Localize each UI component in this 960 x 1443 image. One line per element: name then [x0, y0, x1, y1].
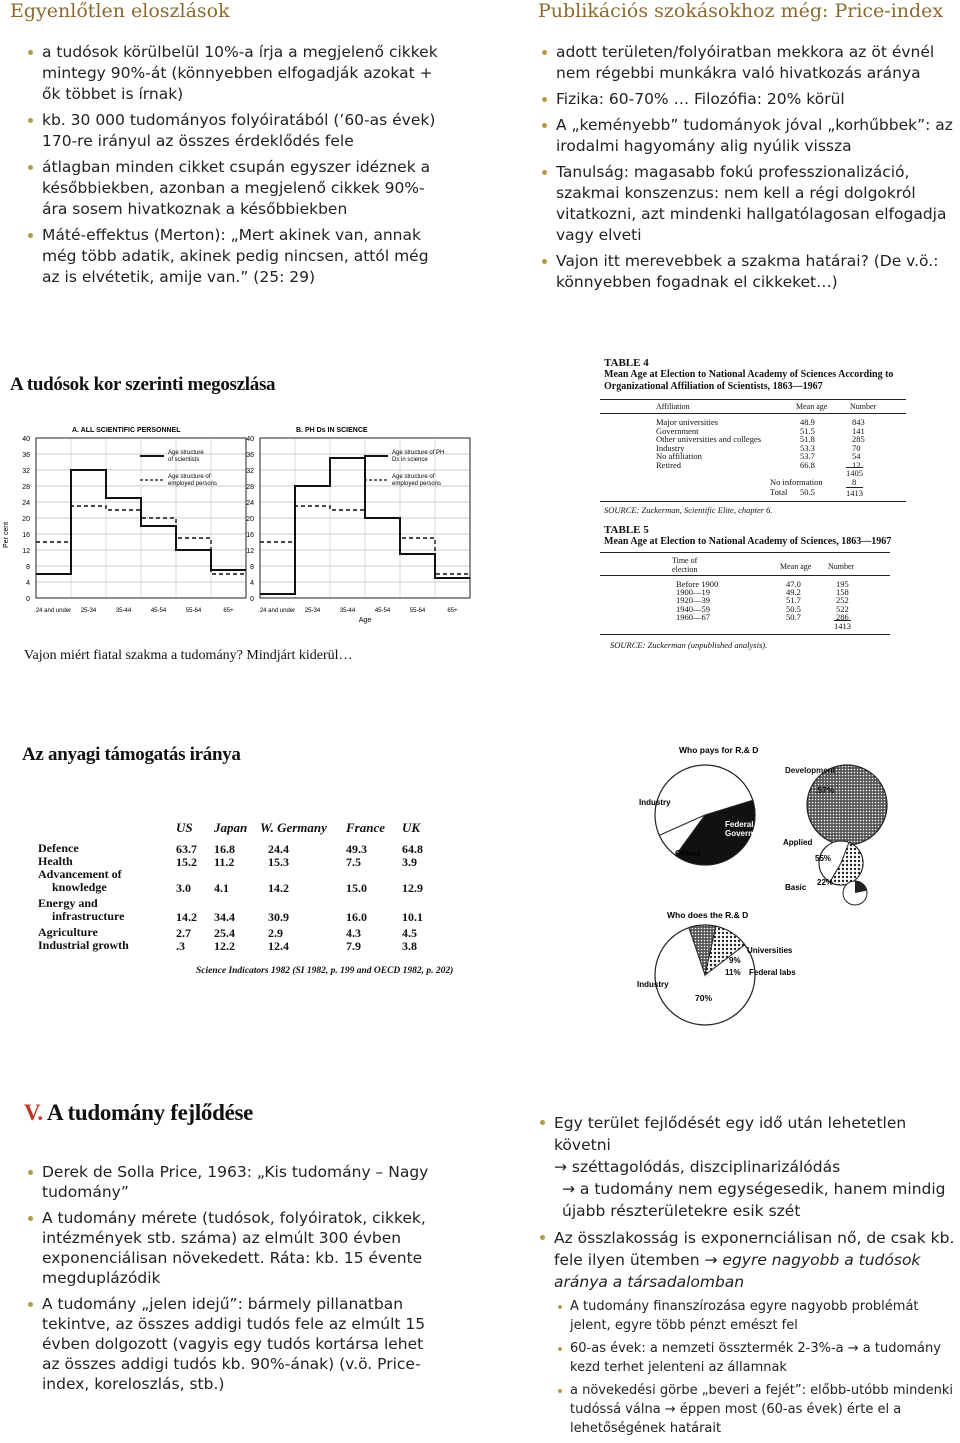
pie-label: Federal labs — [749, 968, 796, 977]
x-tick-label: 55-64 — [185, 608, 202, 614]
cell-value: 25.4 — [214, 926, 235, 940]
slide-title: Egyenlőtlen eloszlások — [10, 0, 230, 22]
legend-label: Age structure — [168, 450, 204, 456]
cell-value: 10.1 — [402, 910, 423, 924]
cell-value: 12 — [852, 459, 861, 470]
cell-value: .3 — [176, 939, 185, 953]
cell-value: 49.3 — [346, 842, 367, 856]
total-label: Total — [770, 487, 788, 497]
cell-value: 12.4 — [268, 939, 289, 953]
bullet-list — [538, 1112, 958, 1443]
row-label: Government — [656, 425, 699, 436]
row-label: Major universities — [656, 417, 719, 427]
cell-value: 51.8 — [800, 434, 815, 444]
cell-value: 158 — [836, 587, 849, 598]
y-tick-label: 16 — [246, 532, 254, 539]
cell-value: 15.0 — [346, 881, 367, 895]
cell-value: 4.5 — [402, 926, 417, 940]
legend-label: employed persons — [168, 481, 218, 487]
country-header: W. Germany — [260, 820, 327, 835]
cell-value: 47.0 — [786, 579, 801, 589]
line: Egy terület fejlődését egy idő után lehetetlen követni — [554, 1114, 907, 1154]
bullet-item: A „keményebb” tudományok jóval „korhűbbek”: az irodalmi hagyomány alig nyúlik vissza — [540, 115, 960, 157]
country-header: France — [346, 820, 385, 835]
slide-unequal-distributions — [0, 0, 470, 310]
y-tick-label: 0 — [250, 596, 254, 603]
sub-list — [554, 1297, 958, 1438]
y-tick-label: 12 — [246, 548, 254, 555]
cell-value: 14.2 — [176, 910, 197, 924]
slide-title: Publikációs szokásokhoz még: Price-index — [538, 0, 944, 22]
row-label: infrastructure — [52, 909, 125, 923]
no-info-value: 8 — [852, 477, 857, 487]
caption: Vajon miért fiatal szakma a tudomány? Mindjárt kiderül… — [24, 648, 353, 663]
row-label: Retired — [656, 459, 682, 470]
no-info-label: No information — [770, 477, 823, 487]
section-heading: Az anyagi támogatás iránya — [22, 744, 241, 765]
country-header: US — [176, 820, 193, 835]
row-label: Other universities and colleges — [656, 434, 762, 444]
pie-label: Development — [785, 766, 836, 775]
y-tick-label: 8 — [26, 564, 30, 571]
legend-label: Ds in science — [392, 457, 428, 463]
legend-label: Age structure of — [392, 474, 435, 480]
cell-value: 522 — [836, 603, 849, 614]
bullet-item: Máté-effektus (Merton): „Mert akinek van, annak még több adatik, akinek pedig nincsen, attól még az is elvétetik, amije van.” (25: 29) — [26, 225, 446, 288]
pie-label: Others — [675, 849, 701, 858]
cell-value: 141 — [852, 425, 865, 436]
section-heading: A tudósok kor szerinti megoszlása — [10, 374, 276, 395]
pie-label: Industry — [639, 798, 671, 807]
x-tick-label: 35-44 — [115, 608, 132, 614]
cell-value: 2.7 — [176, 926, 191, 940]
pie-label: Government — [725, 829, 773, 838]
y-tick-label: 40 — [246, 436, 254, 443]
column-header: Number — [828, 562, 855, 571]
row-label: 1940—59 — [676, 603, 710, 614]
row-label: 1960—67 — [676, 611, 710, 622]
column-header: Time of election — [672, 556, 698, 574]
cell-value: 53.7 — [800, 451, 815, 461]
x-tick-label: 45-54 — [374, 608, 391, 614]
country-header: UK — [402, 820, 421, 835]
text: Az összlakosság is exponernciálisan nő, de csak kb. fele ilyen ütemben → — [554, 1229, 955, 1269]
bullet-item: Tanulság: magasabb fokú professzionalizáció, szakmai konszenzus: nem kell a régi dolgokról vitatkozni, azt mindenki hallgatólagosan elfogadja vagy elveti — [540, 162, 960, 246]
row-label: knowledge — [52, 880, 107, 894]
cell-value: 54 — [852, 451, 861, 461]
cell-value: 12.2 — [214, 939, 235, 953]
bullet-item: Derek de Solla Price, 1963: „Kis tudomány – Nagy tudomány” — [26, 1162, 436, 1202]
cell-value: 16.8 — [214, 842, 235, 856]
cell-value: 11.2 — [214, 855, 235, 869]
pie-label: Universities — [747, 946, 793, 955]
x-tick-label: 24 and under — [35, 608, 72, 614]
table-subtitle: Mean Age at Election to National Academy of Sciences According to — [604, 369, 894, 380]
cell-value: 50.7 — [786, 611, 801, 622]
x-tick-label: 65+ — [447, 608, 458, 614]
sub-item: A tudomány finanszírozása egyre nagyobb problémát jelent, egyre több pénzt emészt fel — [554, 1297, 958, 1335]
row-label: Before 1900 — [676, 579, 719, 589]
x-tick-label: 65+ — [223, 608, 234, 614]
cell-value: 48.9 — [800, 417, 815, 427]
x-tick-label: 24 and under — [259, 608, 296, 614]
sub-item: a növekedési görbe „beveri a fejét”: előbb-utóbb mindenki tudóssá válna → éppen most (60-as évek) érte el a lehetőségének határait — [554, 1381, 958, 1438]
x-tick-label: 55-64 — [409, 608, 426, 614]
row-label: No affiliation — [656, 451, 702, 461]
y-tick-label: 36 — [22, 452, 30, 459]
row-label: 1900—19 — [676, 587, 710, 598]
cell-value: 34.4 — [214, 910, 235, 924]
y-tick-label: 8 — [250, 564, 254, 571]
pie-value: 11% — [725, 968, 741, 977]
cell-value: 50.5 — [786, 603, 801, 614]
funding-table — [0, 818, 470, 988]
pie-value: .57% — [815, 785, 835, 795]
total-value: 1413 — [834, 621, 851, 631]
age-charts — [0, 418, 480, 633]
cell-value: 30.9 — [268, 910, 289, 924]
cell-value: 4.3 — [346, 926, 361, 940]
bullet-item: átlagban minden cikket csupán egyszer idéznek a későbbiekben, azonban a megjelenő cikkek 90%-ára sosem hivatkoznak a későbbiekben — [26, 157, 446, 220]
title-text: A tudomány fejlődése — [46, 1100, 254, 1125]
table-4-source: SOURCE: Zuckerman, Scientific Elite, chapter 6. — [604, 505, 773, 515]
y-tick-label: 4 — [250, 580, 254, 587]
bullet-item: A tudomány mérete (tudósok, folyóiratok, cikkek, intézmények stb. száma) az elmúlt 300 évben exponenciálisan növekedett. Ráta: kb. 15 évente megduplázódik — [26, 1208, 436, 1288]
sub-item: 60-as évek: a nemzeti össztermék 2-3%-a → a tudomány kezd terhet jelenteni az államnak — [554, 1339, 958, 1377]
cell-value: 285 — [852, 434, 865, 444]
cell-value: 843 — [852, 417, 865, 427]
pie-value: 70% — [695, 993, 713, 1003]
y-tick-label: 40 — [22, 436, 30, 443]
cell-value: 2.9 — [268, 926, 283, 940]
x-axis-label: Age — [358, 617, 372, 624]
y-tick-label: 28 — [22, 484, 30, 491]
y-tick-label: 36 — [246, 452, 254, 459]
total-value: 1413 — [846, 488, 863, 498]
line: → a tudomány nem egységesedik, hanem mindig újabb részterületekre esik szét — [562, 1180, 946, 1220]
pie-label: Industry — [637, 980, 669, 989]
y-tick-label: 20 — [246, 516, 254, 523]
bullet-list — [26, 1162, 436, 1399]
row-label: Advancement of — [38, 867, 122, 881]
pie-value: 55% — [815, 854, 832, 863]
slide-title — [24, 1100, 253, 1126]
chart-title: A. ALL SCIENTIFIC PERSONNEL — [72, 427, 181, 434]
emphasis: egyre nagyobb a tudósok aránya a társadalomban — [554, 1251, 921, 1291]
y-tick-label: 24 — [22, 500, 30, 507]
row-label: Energy and — [38, 896, 98, 910]
chart-phds — [246, 427, 470, 624]
cell-value: 3.9 — [402, 855, 417, 869]
cell-value: 195 — [836, 579, 849, 589]
pie-value: 9% — [729, 956, 741, 965]
y-tick-label: 0 — [26, 596, 30, 603]
cell-value: 16.0 — [346, 910, 367, 924]
cell-value: 3.8 — [402, 939, 417, 953]
total-mean-age: 50.5 — [800, 487, 815, 497]
cell-value: 53.3 — [800, 442, 815, 453]
cell-value: 66.8 — [800, 459, 815, 470]
cell-value: 51.5 — [800, 425, 815, 436]
table-subtitle: Organizational Affiliation of Scientists, 1863—1967 — [604, 381, 823, 392]
y-axis-label: Per cent — [3, 521, 10, 548]
slide-price-index — [530, 0, 960, 310]
table-5-source: SOURCE: Zuckerman (unpublished analysis). — [610, 640, 768, 650]
x-tick-label: 35-44 — [339, 608, 356, 614]
column-header: Mean age — [780, 562, 812, 571]
legend-label: Age structure of — [168, 474, 211, 480]
bullet-item — [538, 1227, 958, 1438]
y-tick-label: 12 — [22, 548, 30, 555]
table-subtitle: Mean Age at Election to National Academy of Sciences, 1863—1967 — [604, 536, 892, 547]
line: → széttagolódás, diszciplinarizálódás — [554, 1158, 841, 1176]
x-tick-label: 25-34 — [80, 608, 97, 614]
pie-slice-development — [807, 765, 887, 845]
bullet-item: adott területen/folyóiratban mekkora az öt évnél nem régebbi munkákra való hivatkozás aránya — [540, 42, 960, 84]
column-header: Number — [850, 402, 877, 411]
cell-value: 24.4 — [268, 842, 289, 856]
pie-label: Applied — [783, 838, 813, 847]
legend-label: employed persons — [392, 481, 442, 487]
cell-value: 3.0 — [176, 881, 191, 895]
cell-value: 14.2 — [268, 881, 289, 895]
cell-value: 63.7 — [176, 842, 197, 856]
cell-value: 49.2 — [786, 587, 801, 598]
bullet-item: Vajon itt merevebbek a szakma határai? (De v.ö.: könnyebben fogadnak el cikkeket…) — [540, 251, 960, 293]
bullet-item: kb. 30 000 tudományos folyóiratából (’60-as évek) 170-re irányul az összes érdeklődés fele — [26, 110, 446, 152]
y-tick-label: 24 — [246, 500, 254, 507]
bullet-item — [538, 1112, 958, 1222]
funding-source: Science Indicators 1982 (SI 1982, p. 199 and OECD 1982, p. 202) — [196, 966, 454, 976]
y-tick-label: 20 — [22, 516, 30, 523]
chart-title: Who pays for R.& D — [679, 745, 759, 755]
cell-value: 64.8 — [402, 842, 423, 856]
bullet-list — [540, 42, 960, 298]
cell-value: 4.1 — [214, 881, 229, 895]
cell-value: 7.9 — [346, 939, 361, 953]
row-label: Industrial growth — [38, 938, 129, 952]
y-tick-label: 28 — [246, 484, 254, 491]
row-label: Health — [38, 854, 73, 868]
table-4 — [600, 355, 910, 505]
cell-value: 70 — [852, 442, 861, 453]
cell-value: 252 — [836, 595, 849, 606]
y-tick-label: 32 — [22, 468, 30, 475]
x-tick-label: 45-54 — [150, 608, 167, 614]
column-header: Mean age — [796, 402, 828, 411]
y-tick-label: 4 — [26, 580, 30, 587]
legend-label: Age structure of PH — [392, 450, 445, 456]
column-header: Affiliation — [656, 402, 690, 411]
legend-label: of scientists — [168, 457, 200, 463]
table-title: TABLE 4 — [604, 357, 649, 369]
cell-value: 7.5 — [346, 855, 361, 869]
cell-value: 15.3 — [268, 855, 289, 869]
pie-label: Basic — [785, 883, 807, 892]
rd-pie-charts — [625, 735, 900, 1020]
cell-value: 51.7 — [786, 595, 801, 606]
y-tick-label: 16 — [22, 532, 30, 539]
title-number: V. — [24, 1100, 43, 1125]
country-header: Japan — [214, 820, 248, 835]
chart-title: B. PH Ds IN SCIENCE — [296, 427, 368, 434]
row-label: Agriculture — [38, 925, 98, 939]
cell-value: 15.2 — [176, 855, 197, 869]
chart-all-personnel — [3, 427, 246, 614]
chart-title: Who does the R.& D — [667, 910, 749, 920]
table-5 — [600, 522, 910, 637]
bullet-item: a tudósok körülbelül 10%-a írja a megjelenő cikkek mintegy 90%-át (könnyebben elfogadják azokat + ők többet is írnak) — [26, 42, 446, 105]
y-tick-label: 32 — [246, 468, 254, 475]
cell-value: 12.9 — [402, 881, 423, 895]
table-title: TABLE 5 — [604, 524, 649, 536]
bullet-list — [26, 42, 446, 293]
cell-value: 286 — [836, 611, 849, 622]
x-tick-label: 25-34 — [304, 608, 321, 614]
pie-value: 22% — [817, 878, 834, 887]
row-label: Defence — [38, 841, 79, 855]
row-label: Industry — [656, 442, 685, 453]
subtotal: 1405 — [846, 468, 863, 478]
pie-label: Federal — [725, 820, 754, 829]
row-label: 1920—39 — [676, 595, 710, 606]
bullet-item: A tudomány „jelen idejű”: bármely pillanatban tekintve, az összes addigi tudós fele az elmúlt 15 évben dolgozott (vagyis egy tudós kortársa lehet az összes addigi tudós kb. 90%-ának) (v.ö. Price-index, koreloszlás, stb.) — [26, 1294, 436, 1394]
bullet-item: Fizika: 60-70% … Filozófia: 20% körül — [540, 89, 960, 110]
